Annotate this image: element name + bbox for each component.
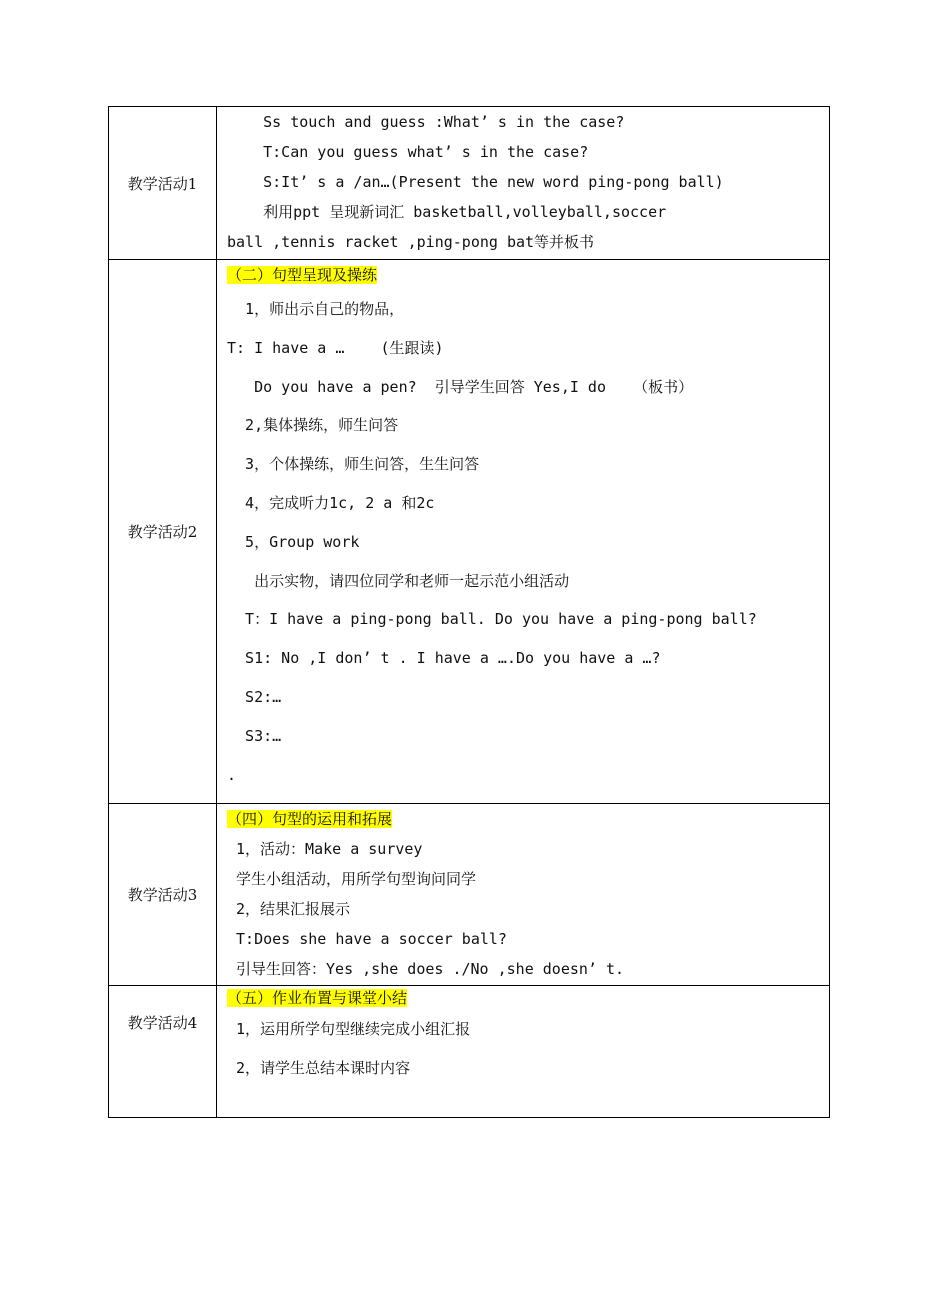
section-heading: （二）句型呈现及操练 [227,266,378,284]
activity-label: 教学活动2 [109,260,217,804]
content-line: T:Does she have a soccer ball? [227,930,507,948]
section-heading: （五）作业布置与课堂小结 [227,989,408,1007]
content-line: T: I have a … (生跟读) [227,338,444,357]
content-line: S2:… [227,687,282,706]
activity-content [217,260,830,804]
content-line: T：I have a ping-pong ball. Do you have a ping-pong ball? [227,610,757,629]
content-line: Ss touch and guess :What’ s in the case? [227,113,625,131]
content-line: S1: No ,I don’ t . I have a ….Do you have a …? [227,649,661,668]
content-line: 1，师出示自己的物品， [227,300,405,318]
content-line: S:It’ s a /an…(Present the new word ping-pong ball) [227,173,724,191]
content-line: 3，个体操练，师生问答，生生问答 [227,455,480,474]
content-line: 学生小组活动，用所学句型询问同学 [227,870,477,888]
content-line: T:Can you guess what’ s in the case? [227,143,589,161]
content-line: 5，Group work [227,532,360,551]
activity-label: 教学活动3 [109,804,217,986]
activity-content [217,804,830,986]
content-line: 1，活动：Make a survey [227,840,423,858]
section-heading: （四）句型的运用和拓展 [227,810,393,828]
content-line: 利用ppt 呈现新词汇 basketball,volleyball,soccer [227,203,667,221]
activity-label: 教学活动4 [109,986,217,1118]
activity-row-2 [109,260,830,804]
content-line: 引导生回答：Yes ,she does ./No ,she doesn’ t. [227,960,625,978]
activity-content [217,986,830,1118]
activity-row-1 [109,107,830,260]
activity-label: 教学活动1 [109,107,217,260]
content-line: . [227,765,237,784]
content-line: S3:… [227,726,282,745]
activity-row-4 [109,986,830,1118]
content-line: 2,集体操练，师生问答 [227,416,399,435]
content-line: 2，请学生总结本课时内容 [227,1059,411,1077]
content-line: 4，完成听力1c, 2 a 和2c [227,493,435,512]
activity-content [217,107,830,260]
content-line: 2，结果汇报展示 [227,900,351,918]
content-line: 1，运用所学句型继续完成小组汇报 [227,1020,471,1038]
content-line: ball ,tennis racket ,ping-pong bat等并板书 [227,233,595,251]
lesson-activity-table [108,106,830,1118]
content-line: 出示实物，请四位同学和老师一起示范小组活动 [227,571,570,590]
activity-row-3 [109,804,830,986]
content-line: Do you have a pen? 引导学生回答 Yes,I do （板书） [227,377,694,396]
